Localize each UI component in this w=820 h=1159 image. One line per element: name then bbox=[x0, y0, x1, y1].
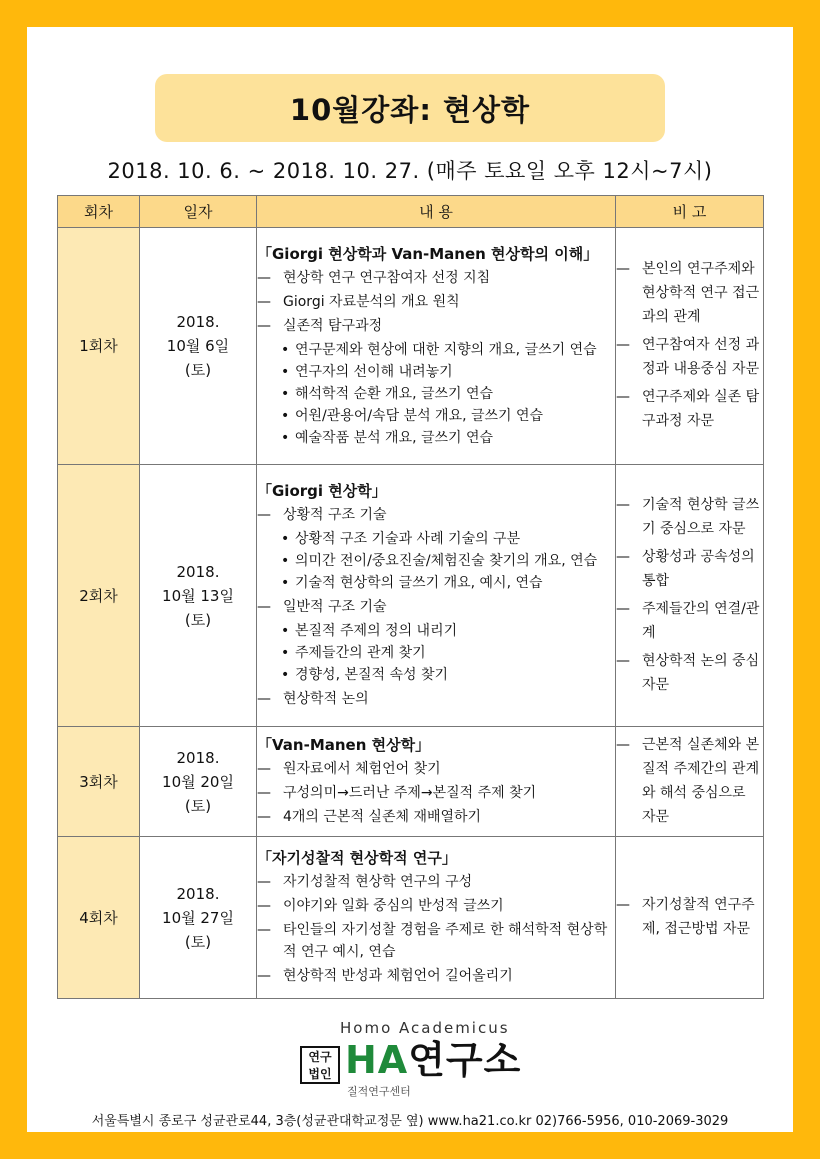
date-line: (토) bbox=[184, 610, 212, 629]
date-line: (토) bbox=[184, 796, 212, 815]
date-cell bbox=[140, 465, 257, 727]
table-row bbox=[58, 465, 764, 727]
page-title: 10월강좌: 현상학 bbox=[155, 74, 665, 142]
notes-cell bbox=[616, 228, 764, 465]
schedule-table bbox=[57, 195, 764, 999]
logo-badge bbox=[300, 1046, 340, 1084]
table-header-row bbox=[58, 196, 764, 228]
content-item: — 원자료에서 체험언어 찾기 bbox=[257, 758, 615, 780]
content-subitem: • 본질적 주제의 정의 내리기 bbox=[257, 620, 615, 642]
logo-badge-line1: 연구 bbox=[308, 1050, 332, 1064]
date-line: 10월 20일 bbox=[162, 772, 234, 791]
content-cell bbox=[257, 465, 616, 727]
note-item: — 근본적 실존체와 본질적 주제간의 관계와 해석 중심으로 자문 bbox=[616, 733, 763, 829]
content-subitem: • 의미간 전이/중요진술/체험진술 찾기의 개요, 연습 bbox=[257, 550, 615, 572]
note-item: — 상황성과 공속성의 통합 bbox=[616, 545, 763, 593]
date-line: 2018. bbox=[176, 562, 220, 581]
date-cell bbox=[140, 837, 257, 999]
header-content: 내 용 bbox=[257, 196, 616, 228]
content-item: — 상황적 구조 기술 bbox=[257, 504, 615, 526]
content-cell bbox=[257, 837, 616, 999]
section-title: 「Giorgi 현상학과 Van-Manen 현상학의 이해」 bbox=[257, 245, 599, 263]
table-row bbox=[58, 837, 764, 999]
flyer-page bbox=[27, 27, 793, 1132]
logo-subtitle: Homo Academicus bbox=[340, 1019, 510, 1037]
round-cell: 1회차 bbox=[58, 228, 140, 465]
content-subitem: • 주제들간의 관계 찾기 bbox=[257, 642, 615, 664]
content-item: — 현상학 연구 연구참여자 선정 지침 bbox=[257, 267, 615, 289]
content-subitem: • 어원/관용어/속담 분석 개요, 글쓰기 연습 bbox=[257, 405, 615, 427]
note-item: — 기술적 현상학 글쓰기 중심으로 자문 bbox=[616, 493, 763, 541]
notes-cell bbox=[616, 727, 764, 837]
content-item: — 이야기와 일화 중심의 반성적 글쓰기 bbox=[257, 895, 615, 917]
section-title: 「Giorgi 현상학」 bbox=[257, 481, 387, 500]
content-item: — 구성의미→드러난 주제→본질적 주제 찾기 bbox=[257, 782, 615, 804]
content-subitem: • 기술적 현상학의 글쓰기 개요, 예시, 연습 bbox=[257, 572, 615, 594]
content-subitem: • 해석학적 순환 개요, 글쓰기 연습 bbox=[257, 383, 615, 405]
content-subitem: • 예술작품 분석 개요, 글쓰기 연습 bbox=[257, 427, 615, 449]
round-cell: 4회차 bbox=[58, 837, 140, 999]
content-subitem: • 연구문제와 현상에 대한 지향의 개요, 글쓰기 연습 bbox=[257, 339, 615, 361]
section-title: 「자기성찰적 현상학적 연구」 bbox=[257, 848, 457, 867]
section-title: 「Van-Manen 현상학」 bbox=[257, 735, 431, 754]
content-item: — 일반적 구조 기술 bbox=[257, 596, 615, 618]
date-line: (토) bbox=[184, 932, 212, 951]
logo-badge-line2: 법인 bbox=[308, 1067, 332, 1081]
date-line: 10월 6일 bbox=[166, 337, 230, 355]
footer-contact: 서울특별시 종로구 성균관로44, 3층(성균관대학교정문 옆) www.ha21.co.kr 02)766-5956, 010-2069-3029 bbox=[91, 1114, 729, 1129]
round-cell: 2회차 bbox=[58, 465, 140, 727]
logo-name bbox=[345, 1037, 521, 1083]
content-item: — 자기성찰적 현상학 연구의 구성 bbox=[257, 871, 615, 893]
notes-cell bbox=[616, 465, 764, 727]
date-line: 2018. bbox=[176, 884, 220, 903]
content-cell bbox=[257, 228, 616, 465]
note-item: — 현상학적 논의 중심 자문 bbox=[616, 649, 763, 697]
logo-name-rest: 연구소 bbox=[408, 1038, 522, 1082]
content-subitem: • 경향성, 본질적 속성 찾기 bbox=[257, 664, 615, 686]
date-line: 10월 27일 bbox=[162, 908, 234, 927]
note-item: — 본인의 연구주제와 현상학적 연구 접근과의 관계 bbox=[616, 257, 763, 329]
date-line: 2018. bbox=[176, 313, 220, 331]
logo-ha: HA bbox=[345, 1038, 409, 1082]
note-item: — 연구주제와 실존 탐구과정 자문 bbox=[616, 385, 763, 433]
content-item: — 실존적 탐구과정 bbox=[257, 315, 615, 337]
content-subitem: • 상황적 구조 기술과 사례 기술의 구분 bbox=[257, 528, 615, 550]
date-line: 10월 13일 bbox=[162, 586, 234, 605]
date-line: 2018. bbox=[176, 748, 220, 767]
header-round: 회차 bbox=[58, 196, 140, 228]
date-cell bbox=[140, 228, 257, 465]
content-subitem: • 연구자의 선이해 내려놓기 bbox=[257, 361, 615, 383]
header-date: 일자 bbox=[140, 196, 257, 228]
notes-cell bbox=[616, 837, 764, 999]
course-period: 2018. 10. 6. ~ 2018. 10. 27. (매주 토요일 오후 12시~7시) bbox=[107, 159, 713, 183]
note-item: — 연구참여자 선정 과정과 내용중심 자문 bbox=[616, 333, 763, 381]
content-item: — 현상학적 논의 bbox=[257, 688, 615, 710]
content-item: — 타인들의 자기성찰 경험을 주제로 한 해석학적 현상학적 연구 예시, 연습 bbox=[257, 919, 615, 963]
date-cell bbox=[140, 727, 257, 837]
table-row bbox=[58, 228, 764, 465]
content-item: — Giorgi 자료분석의 개요 원칙 bbox=[257, 291, 615, 313]
header-notes: 비 고 bbox=[616, 196, 764, 228]
logo-caption: 질적연구센터 bbox=[347, 1085, 411, 1098]
note-item: — 주제들간의 연결/관계 bbox=[616, 597, 763, 645]
round-cell: 3회차 bbox=[58, 727, 140, 837]
table-row bbox=[58, 727, 764, 837]
note-item: — 자기성찰적 연구주제, 접근방법 자문 bbox=[616, 893, 763, 941]
date-line: (토) bbox=[184, 361, 212, 379]
content-cell bbox=[257, 727, 616, 837]
content-item: — 현상학적 반성과 체험언어 길어올리기 bbox=[257, 965, 615, 987]
logo bbox=[27, 1019, 793, 1099]
content-item: — 4개의 근본적 실존체 재배열하기 bbox=[257, 806, 615, 828]
